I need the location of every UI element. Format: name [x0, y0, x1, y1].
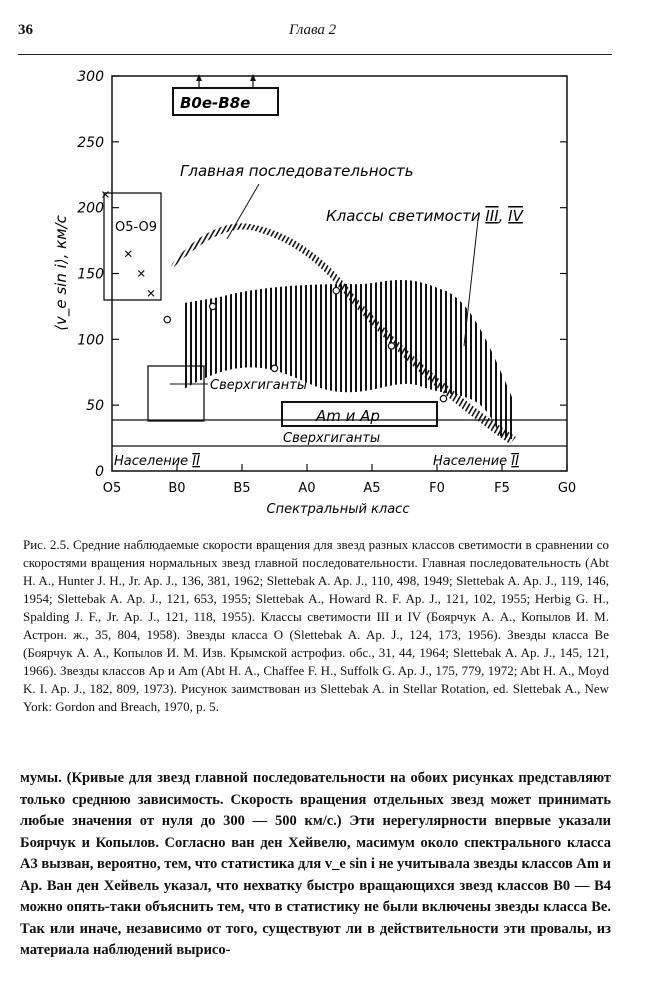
- population-right-label: [433, 454, 519, 469]
- luminosity-point: [164, 316, 170, 322]
- supergiant-label: Сверхгиганты: [210, 378, 308, 393]
- luminosity-point: [333, 287, 339, 293]
- body-text: [20, 768, 611, 962]
- o-star-point: [125, 251, 131, 257]
- body-paragraph: мумы. (Кривые для звезд главной последовательности на обоих рисунках представляют только среднюю зависимость. Скорость вращения отдельных звезд может принимать любые значения от нуля до 300 — 500 км/с.) Эти нерегулярности впервые указали Боярчук и Копылов. Согласно ван ден Хейвелю, масимум около спектрального класса A3 вызван, вероятно, тем, что статистика для v_e sin i не учитывала звезды классов Am и Ap. Ван ден Хейвель указал, что нехватку быстро вращающихся звезд классов B0 — B4 можно опять-таки объяснить тем, что в статистику не были включены звезды класса Be. Так или иначе, независимо от того, существуют ли в действительности эти провалы, из материала наблюдений вырисо-: [20, 770, 611, 958]
- main-sequence-label: Главная последовательность: [180, 162, 414, 180]
- population-right-numeral: II: [511, 454, 519, 469]
- arrow-up-left-head: [196, 74, 202, 81]
- rotation-velocity-figure: [0, 56, 645, 526]
- luminosity-iii: III: [485, 207, 499, 225]
- o-stars-label: O5-O9: [115, 220, 158, 235]
- population-left-prefix: Население: [114, 454, 193, 469]
- luminosity-iv: IV: [508, 207, 523, 225]
- y-tick-label: 150: [77, 266, 104, 283]
- population-left-label: [114, 454, 200, 469]
- population-left-numeral: II: [192, 454, 200, 469]
- o-star-point: [138, 271, 144, 277]
- luminosity-label-prefix: Классы светимости: [326, 207, 486, 225]
- chapter-title: Глава 2: [289, 22, 337, 38]
- x-tick-label: F5: [494, 481, 510, 496]
- y-tick-label: 300: [77, 69, 104, 85]
- luminosity-point: [271, 365, 277, 371]
- y-axis-title: ⟨v_e sin i⟩, км/с: [52, 215, 70, 331]
- population-right-prefix: Население: [433, 454, 512, 469]
- luminosity-point: [440, 395, 446, 401]
- supergiant-lower-label: Сверхгиганты: [283, 431, 381, 446]
- y-tick-label: 50: [86, 398, 104, 415]
- figure-caption: [23, 536, 609, 716]
- caption-text: Рис. 2.5. Средние наблюдаемые скорости вращения для звезд разных классов светимости в сравнении со скоростями вращения нормальных звезд главной последовательности. Главная последовательность (Abt H. A., Hunter J. H., Jr. Ap. J., 136, 381, 1962; Slettebak A. Ap. J., 110, 498, 1949; Slettebak A. Ap. J., 119, 146, 1954; Slettebak A. Ap. J., 121, 653, 1955; Slettebak A., Howard R. F. Ap. J., 121, 102, 1955; Herbig G. H., Spalding J. F., Jr. Ap. J., 121, 118, 1955). Классы светимости III и IV (Боярчук А. А., Копылов И. М. Астрон. ж., 35, 804, 1958). Звезды класса O (Slettebak A. Ap. J., 124, 173, 1956). Звезды класса Be (Боярчук А. А., Копылов И. М. Изв. Крымской астрофиз. обс., 31, 44, 1964; Slettebak A. Ap. J., 145, 121, 1966). Звезды классов Ap и Am (Abt H. A., Chaffee F. H., Suffolk G. Ap. J., 175, 779, 1972; Abt H. A., Moyd K. I. Ap. J., 182, 809, 1973). Рисунок заимствован из Slettebak A. in Stellar Rotation, ed. Slettebak A., New York: Gordon and Breach, 1970, p. 5.: [23, 537, 609, 714]
- x-tick-label: A5: [363, 481, 381, 496]
- x-tick-label: F0: [429, 481, 445, 496]
- y-tick-label: 250: [77, 134, 104, 151]
- x-tick-label: B0: [168, 481, 186, 496]
- luminosity-point: [210, 303, 216, 309]
- am-ap-label: Am и Ap: [316, 407, 380, 425]
- x-tick-label: B5: [233, 481, 251, 496]
- x-tick-label: A0: [298, 481, 316, 496]
- x-tick-label: G0: [557, 481, 577, 496]
- arrow-up-right-head: [250, 74, 256, 81]
- y-tick-label: 200: [77, 200, 104, 217]
- be-label: B0e-B8e: [180, 94, 251, 112]
- header-rule: [18, 54, 612, 55]
- luminosity-label: [326, 207, 525, 225]
- luminosity-sep: ,: [498, 207, 509, 225]
- x-tick-label: O5: [102, 481, 122, 496]
- y-tick-label: 100: [77, 332, 104, 349]
- o-star-point: [148, 290, 154, 296]
- y-tick-label: 0: [95, 464, 104, 480]
- page-number: 36: [18, 22, 33, 38]
- x-axis-title: Спектральный класс: [266, 502, 410, 517]
- luminosity-point: [388, 343, 394, 349]
